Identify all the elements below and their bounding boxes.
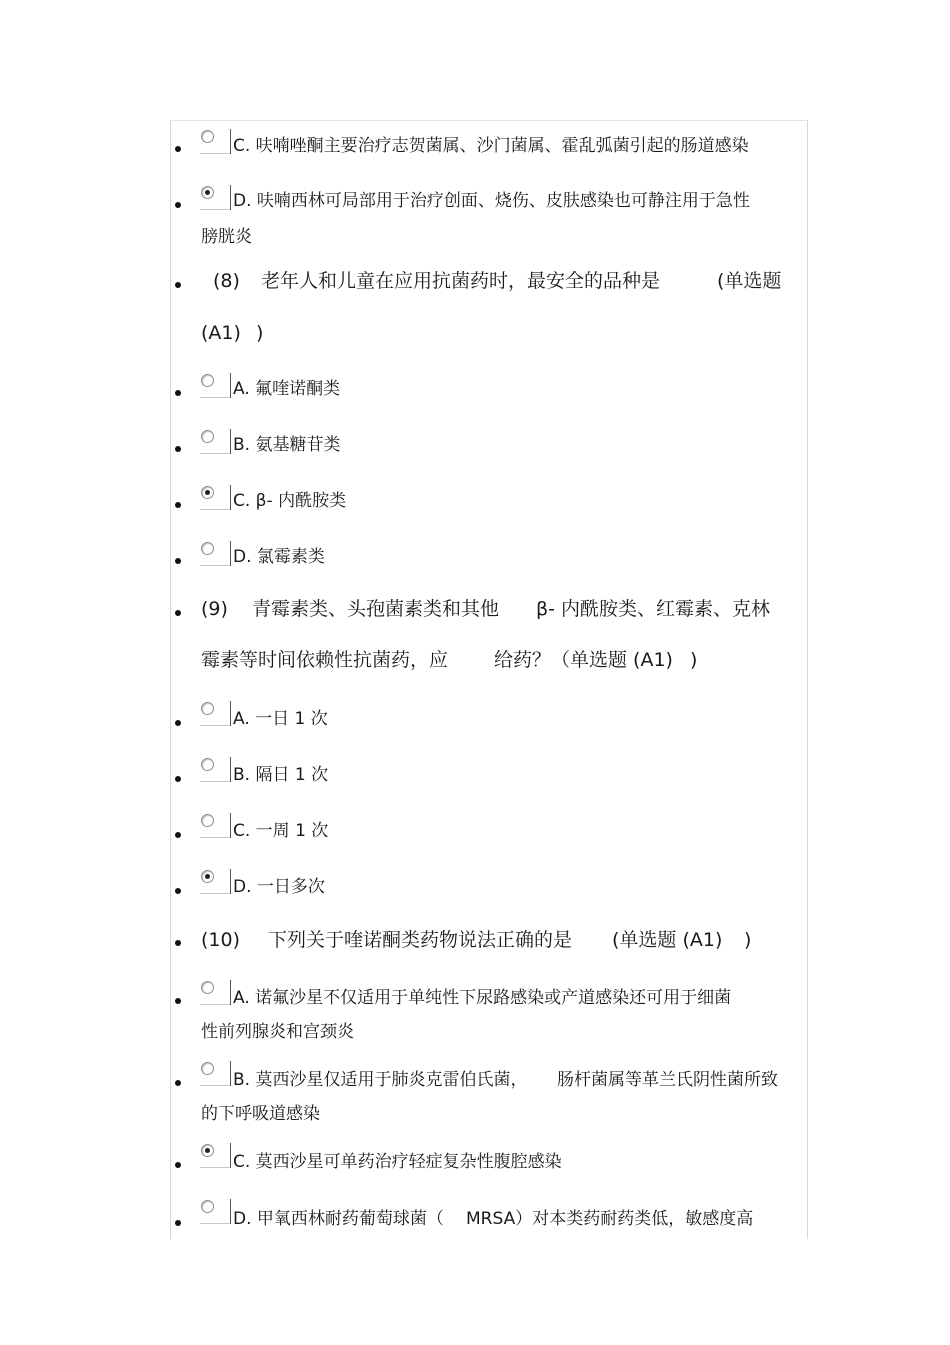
radio-icon [201,758,214,771]
radio-option-a[interactable] [200,980,231,1005]
list-bullet [175,888,181,894]
radio-option-d[interactable] [200,541,231,566]
option-label: C. 呋喃唑酮主要治疗志贺菌属、沙门菌属、霍乱弧菌引起的肠道感染 [233,136,749,156]
list-bullet [175,776,181,782]
list-bullet [175,1220,181,1226]
question-text: 霉素等时间依赖性抗菌药，应 [201,649,449,671]
list-bullet [175,558,181,564]
radio-icon [201,374,214,387]
radio-option-b[interactable] [200,1061,231,1086]
question-text: 下列关于喹诺酮类药物说法正确的是 [268,929,573,951]
question-number: (9) [201,598,228,620]
question-type-end: ) [744,929,752,951]
question-number: (8) [213,270,240,292]
option-label: D. 氯霉素类 [233,547,325,567]
radio-icon [201,1062,214,1075]
list-bullet [175,998,181,1004]
option-label: A. 一日 1 次 [233,709,328,729]
radio-icon [201,702,214,715]
radio-icon [201,981,214,994]
radio-option-b[interactable] [200,429,231,454]
radio-option-d[interactable] [200,1199,231,1224]
option-label-continued: 膀胱炎 [201,227,252,247]
radio-checked-icon [201,186,214,199]
radio-option-c[interactable] [200,813,231,838]
radio-icon [201,130,214,143]
radio-icon [201,542,214,555]
radio-option-d[interactable] [200,185,231,210]
list-bullet [175,146,181,152]
radio-option-c[interactable] [200,485,231,510]
question-text: 青霉素类、头孢菌素类和其他 [252,598,500,620]
question-text: β- 内酰胺类、红霉素、克林 [536,598,771,620]
question-text: 老年人和儿童在应用抗菌药时，最安全的品种是 [261,270,661,292]
option-label: A. 诺氟沙星不仅适用于单纯性下尿路感染或产道感染还可用于细菌 [233,988,732,1008]
option-label: A. 氟喹诺酮类 [233,379,341,399]
list-bullet [175,720,181,726]
list-bullet [175,1080,181,1086]
question-type: 给药？（单选题 (A1) [494,649,673,671]
option-label-continued: 的下呼吸道感染 [201,1104,320,1124]
option-label: 肠杆菌属等革兰氏阴性菌所致 [557,1070,778,1090]
question-type: (单选题 (A1) [612,929,723,951]
option-label: B. 氨基糖苷类 [233,435,341,455]
option-label: B. 莫西沙星仅适用于肺炎克雷伯氏菌， [233,1070,528,1090]
option-label: D. 甲氧西林耐药葡萄球菌（ [233,1209,444,1229]
radio-option-c[interactable] [200,129,231,154]
question-type-end: ) [690,649,698,671]
list-bullet [175,446,181,452]
list-bullet [175,390,181,396]
radio-option-a[interactable] [200,373,231,398]
list-bullet [175,940,181,946]
list-bullet [175,282,181,288]
option-label: MRSA）对本类药耐药类低，敏感度高 [466,1209,754,1229]
question-type-end: ) [256,322,264,344]
radio-option-b[interactable] [200,757,231,782]
option-label: C. 一周 1 次 [233,821,329,841]
radio-checked-icon [201,486,214,499]
radio-icon [201,1200,214,1213]
list-bullet [175,610,181,616]
radio-option-c[interactable] [200,1143,231,1168]
radio-checked-icon [201,1144,214,1157]
list-bullet [175,1162,181,1168]
option-label-continued: 性前列腺炎和宫颈炎 [201,1022,354,1042]
list-bullet [175,202,181,208]
radio-option-a[interactable] [200,701,231,726]
option-label: B. 隔日 1 次 [233,765,329,785]
option-label: D. 呋喃西林可局部用于治疗创面、烧伤、皮肤感染也可静注用于急性 [233,191,750,211]
option-label: C. β- 内酰胺类 [233,491,347,511]
radio-option-d[interactable] [200,869,231,894]
option-label: C. 莫西沙星可单药治疗轻症复杂性腹腔感染 [233,1152,562,1172]
question-type: (单选题 [717,270,782,292]
radio-icon [201,814,214,827]
list-bullet [175,832,181,838]
option-label: D. 一日多次 [233,877,325,897]
radio-checked-icon [201,870,214,883]
question-type: (A1) [201,322,241,344]
list-bullet [175,502,181,508]
radio-icon [201,430,214,443]
question-number: (10) [201,929,241,951]
